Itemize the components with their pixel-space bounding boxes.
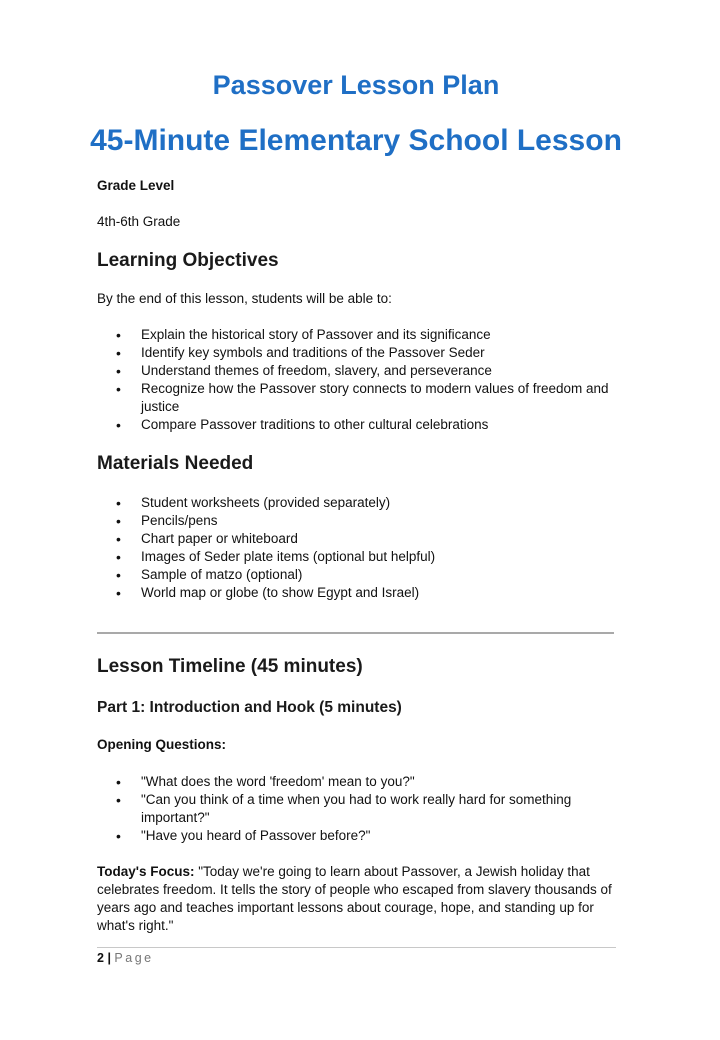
list-item: • Compare Passover traditions to other cultural celebrations [97,416,611,434]
opening-questions-list [97,773,611,845]
section-divider [97,632,614,634]
list-item: • Understand themes of freedom, slavery, and perseverance [97,362,611,380]
list-item: • Student worksheets (provided separately) [97,494,611,512]
part1-heading: Part 1: Introduction and Hook (5 minutes) [97,699,402,716]
list-item: • Explain the historical story of Passover and its significance [97,326,611,344]
objectives-intro: By the end of this lesson, students will be able to: [97,291,392,306]
todays-focus-paragraph [97,863,612,935]
list-item: • Pencils/pens [97,512,611,530]
document-title: Passover Lesson Plan [212,70,500,100]
list-item: • Images of Seder plate items (optional but helpful) [97,548,611,566]
objectives-heading: Learning Objectives [97,250,279,271]
objectives-list [97,326,611,434]
footer-separator: | [107,951,111,965]
list-item: • Sample of matzo (optional) [97,566,611,584]
timeline-heading: Lesson Timeline (45 minutes) [97,656,363,677]
list-item: • "Can you think of a time when you had to work really hard for something important?" [97,791,611,827]
footer-rule [97,947,616,948]
list-item: • Chart paper or whiteboard [97,530,611,548]
page-label: Page [114,951,154,965]
grade-level-label: Grade Level [97,178,175,193]
list-item: • Recognize how the Passover story connects to modern values of freedom and justice [97,380,611,416]
page-footer [97,951,154,965]
todays-focus-text: "Today we're going to learn about Passover, a Jewish holiday that celebrates freedom. It tells the story of people who escaped from slavery thousands of years ago and teaches important lessons about courage, hope, and standing up for what's right." [97,864,612,933]
list-item: • World map or globe (to show Egypt and Israel) [97,584,611,602]
page-number: 2 [97,951,104,965]
materials-list [97,494,611,602]
opening-questions-label: Opening Questions: [97,737,227,752]
list-item: • "Have you heard of Passover before?" [97,827,611,845]
list-item: • "What does the word 'freedom' mean to you?" [97,773,611,791]
todays-focus-label: Today's Focus: [97,864,195,879]
document-subtitle: 45-Minute Elementary School Lesson [90,124,622,157]
materials-heading: Materials Needed [97,453,254,474]
grade-level-value: 4th-6th Grade [97,214,181,229]
list-item: • Identify key symbols and traditions of the Passover Seder [97,344,611,362]
